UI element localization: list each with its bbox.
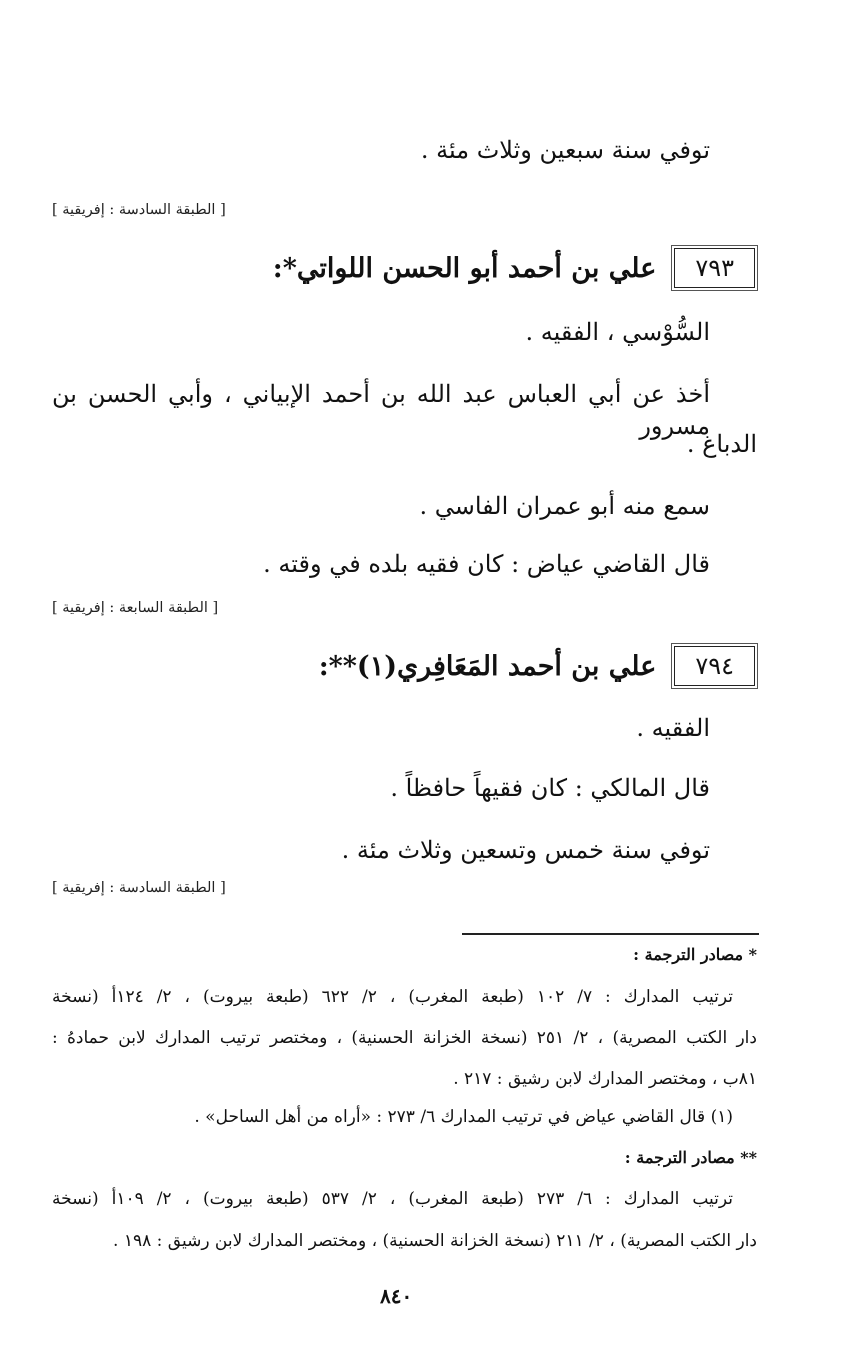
footnote-sources-2-line-1: ترتيب المدارك : ٦/ ٢٧٣ (طبعة المغرب) ، ٢/ ٥٣٧ (طبعة بيروت) ، ٢/ ١٠٩أ (نسخة <box>52 1189 733 1209</box>
footnote-sources-1-heading: * مصادر الترجمة : <box>633 945 757 964</box>
footnote-sources-1-line-1: ترتيب المدارك : ٧/ ١٠٢ (طبعة المغرب) ، ٢/ ٦٢٢ (طبعة بيروت) ، ٢/ ١٢٤أ (نسخة <box>52 987 733 1007</box>
entry-793-title: علي بن أحمد أبو الحسن اللواتي*: <box>272 252 657 284</box>
footnote-divider <box>462 933 759 935</box>
footnote-sources-2-heading: ** مصادر الترجمة : <box>624 1148 757 1167</box>
entry-793-line-4: قال القاضي عياض : كان فقيه بلده في وقته . <box>263 550 710 578</box>
entry-794-heading <box>319 646 755 686</box>
entry-793-number: ٧٩٣ <box>674 248 755 288</box>
footnote-sources-1-line-2: دار الكتب المصرية) ، ٢/ ٢٥١ (نسخة الخزانة الحسنية) ، ومختصر ترتيب المدارك لابن حمادهُ : <box>52 1028 757 1048</box>
entry-794-line-1: الفقيه . <box>636 714 710 742</box>
tabaqa-tag-1: [ الطبقة السادسة : إفريقية ] <box>52 202 226 218</box>
entry-793-heading <box>273 248 755 288</box>
footnote-sources-1-line-3: ٨١ب ، ومختصر المدارك لابن رشيق : ٢١٧ . <box>453 1069 757 1089</box>
text-line-death-370: توفي سنة سبعين وثلاث مئة . <box>420 136 710 164</box>
footnote-1: (١) قال القاضي عياض في ترتيب المدارك ٦/ ٢٧٣ : «أراه من أهل الساحل» . <box>194 1107 733 1127</box>
footnote-sources-2-line-2: دار الكتب المصرية) ، ٢/ ٢١١ (نسخة الخزانة الحسنية) ، ومختصر المدارك لابن رشيق : ١٩٨ . <box>113 1231 757 1251</box>
entry-794-number: ٧٩٤ <box>674 646 755 686</box>
entry-793-line-2b: الدباغ . <box>686 430 757 458</box>
tabaqa-tag-3: [ الطبقة السادسة : إفريقية ] <box>52 880 226 896</box>
entry-794-line-2: قال المالكي : كان فقيهاً حافظاً . <box>390 774 710 802</box>
page-number: ٨٤٠ <box>380 1284 413 1308</box>
entry-793-line-1: السُّوْسي ، الفقيه . <box>525 318 710 346</box>
entry-793-line-3: سمع منه أبو عمران الفاسي . <box>419 492 710 520</box>
entry-794-title: علي بن أحمد المَعَافِري(١)**: <box>318 650 657 682</box>
entry-794-line-3: توفي سنة خمس وتسعين وثلاث مئة . <box>341 836 710 864</box>
entry-793-line-2a: أخذ عن أبي العباس عبد الله بن أحمد الإبياني ، وأبي الحسن بن مسرور <box>52 380 710 440</box>
tabaqa-tag-2: [ الطبقة السابعة : إفريقية ] <box>52 600 219 616</box>
